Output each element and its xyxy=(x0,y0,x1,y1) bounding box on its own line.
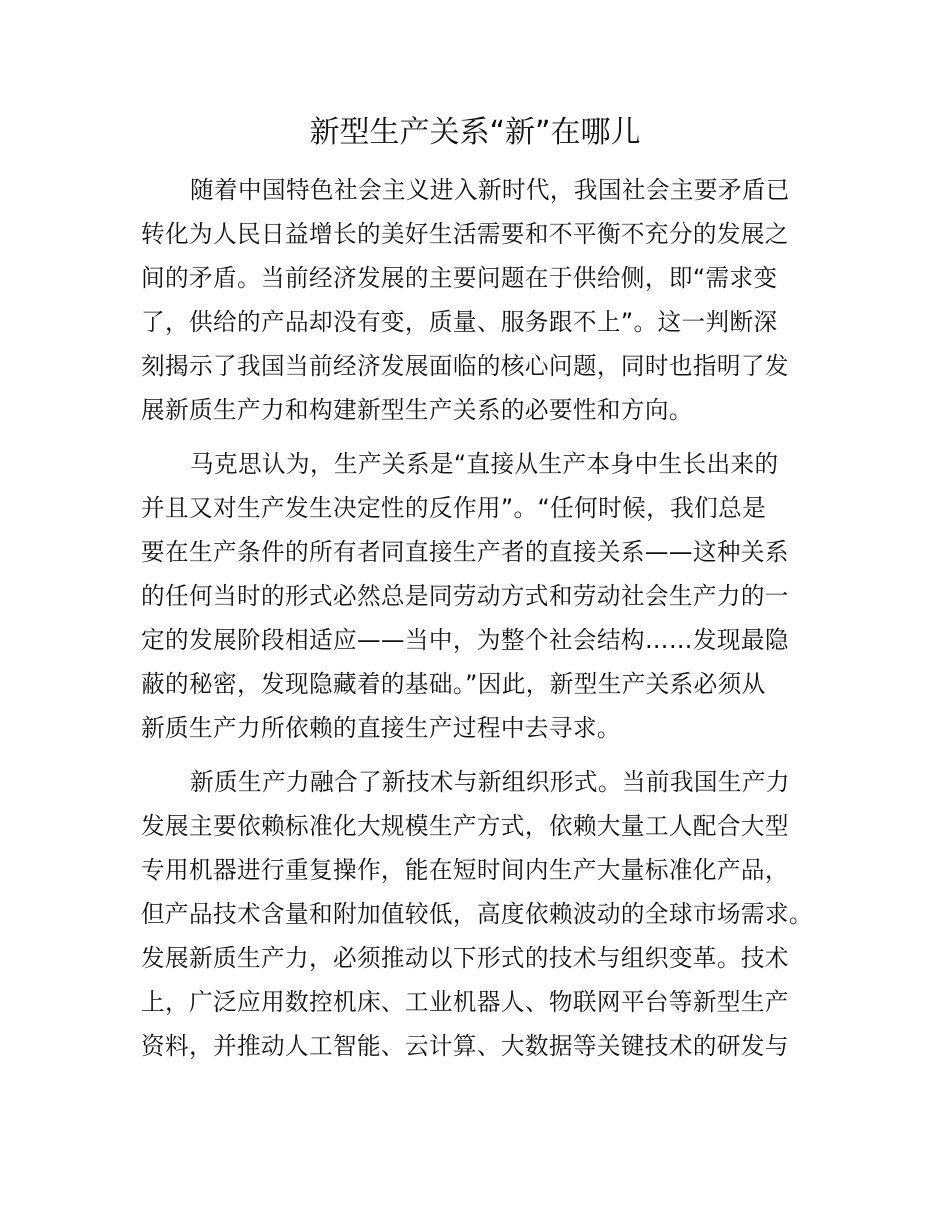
text-line: 了，供给的产品却没有变，质量、服务跟不上”。这一判断深 xyxy=(141,308,778,336)
paragraph-2 xyxy=(141,442,861,750)
text-line: 转化为人民日益增长的美好生活需要和不平衡不充分的发展之 xyxy=(141,220,789,248)
text-line: 发展主要依赖标准化大规模生产方式，依赖大量工人配合大型 xyxy=(141,812,789,840)
paragraph-3 xyxy=(141,760,861,1068)
text-line: 上，广泛应用数控机床、工业机器人、物联网平台等新型生产 xyxy=(141,988,789,1016)
text-line: 蔽的秘密，发现隐藏着的基础。”因此，新型生产关系必须从 xyxy=(141,670,766,698)
text-line: 随着中国特色社会主义进入新时代，我国社会主要矛盾已 xyxy=(190,176,790,204)
document-title: 新型生产关系“新”在哪儿 xyxy=(309,115,641,150)
text-line: 定的发展阶段相适应——当中，为整个社会结构……发现最隐 xyxy=(141,626,789,654)
text-line: 专用机器进行重复操作，能在短时间内生产大量标准化产品， xyxy=(141,856,789,884)
document-body xyxy=(141,168,861,1078)
text-line: 展新质生产力和构建新型生产关系的必要性和方向。 xyxy=(141,396,693,424)
paragraph-1 xyxy=(141,168,861,432)
text-line: 新质生产力融合了新技术与新组织形式。当前我国生产力 xyxy=(190,768,790,796)
text-line: 并且又对生产发生决定性的反作用”。“任何时候，我们总是 xyxy=(141,494,767,522)
text-line: 间的矛盾。当前经济发展的主要问题在于供给侧，即“需求变 xyxy=(141,264,778,292)
text-line: 新质生产力所依赖的直接生产过程中去寻求。 xyxy=(141,714,621,742)
text-line: 的任何当时的形式必然总是同劳动方式和劳动社会生产力的一 xyxy=(141,582,789,610)
text-line: 资料，并推动人工智能、云计算、大数据等关键技术的研发与 xyxy=(141,1032,789,1060)
text-line: 但产品技术含量和附加值较低，高度依赖波动的全球市场需求。 xyxy=(141,900,813,928)
text-line: 刻揭示了我国当前经济发展面临的核心问题，同时也指明了发 xyxy=(141,352,789,380)
text-line: 马克思认为，生产关系是“直接从生产本身中生长出来的 xyxy=(190,450,779,478)
text-line: 发展新质生产力，必须推动以下形式的技术与组织变革。技术 xyxy=(141,944,789,972)
text-line: 要在生产条件的所有者同直接生产者的直接关系——这种关系 xyxy=(141,538,789,566)
